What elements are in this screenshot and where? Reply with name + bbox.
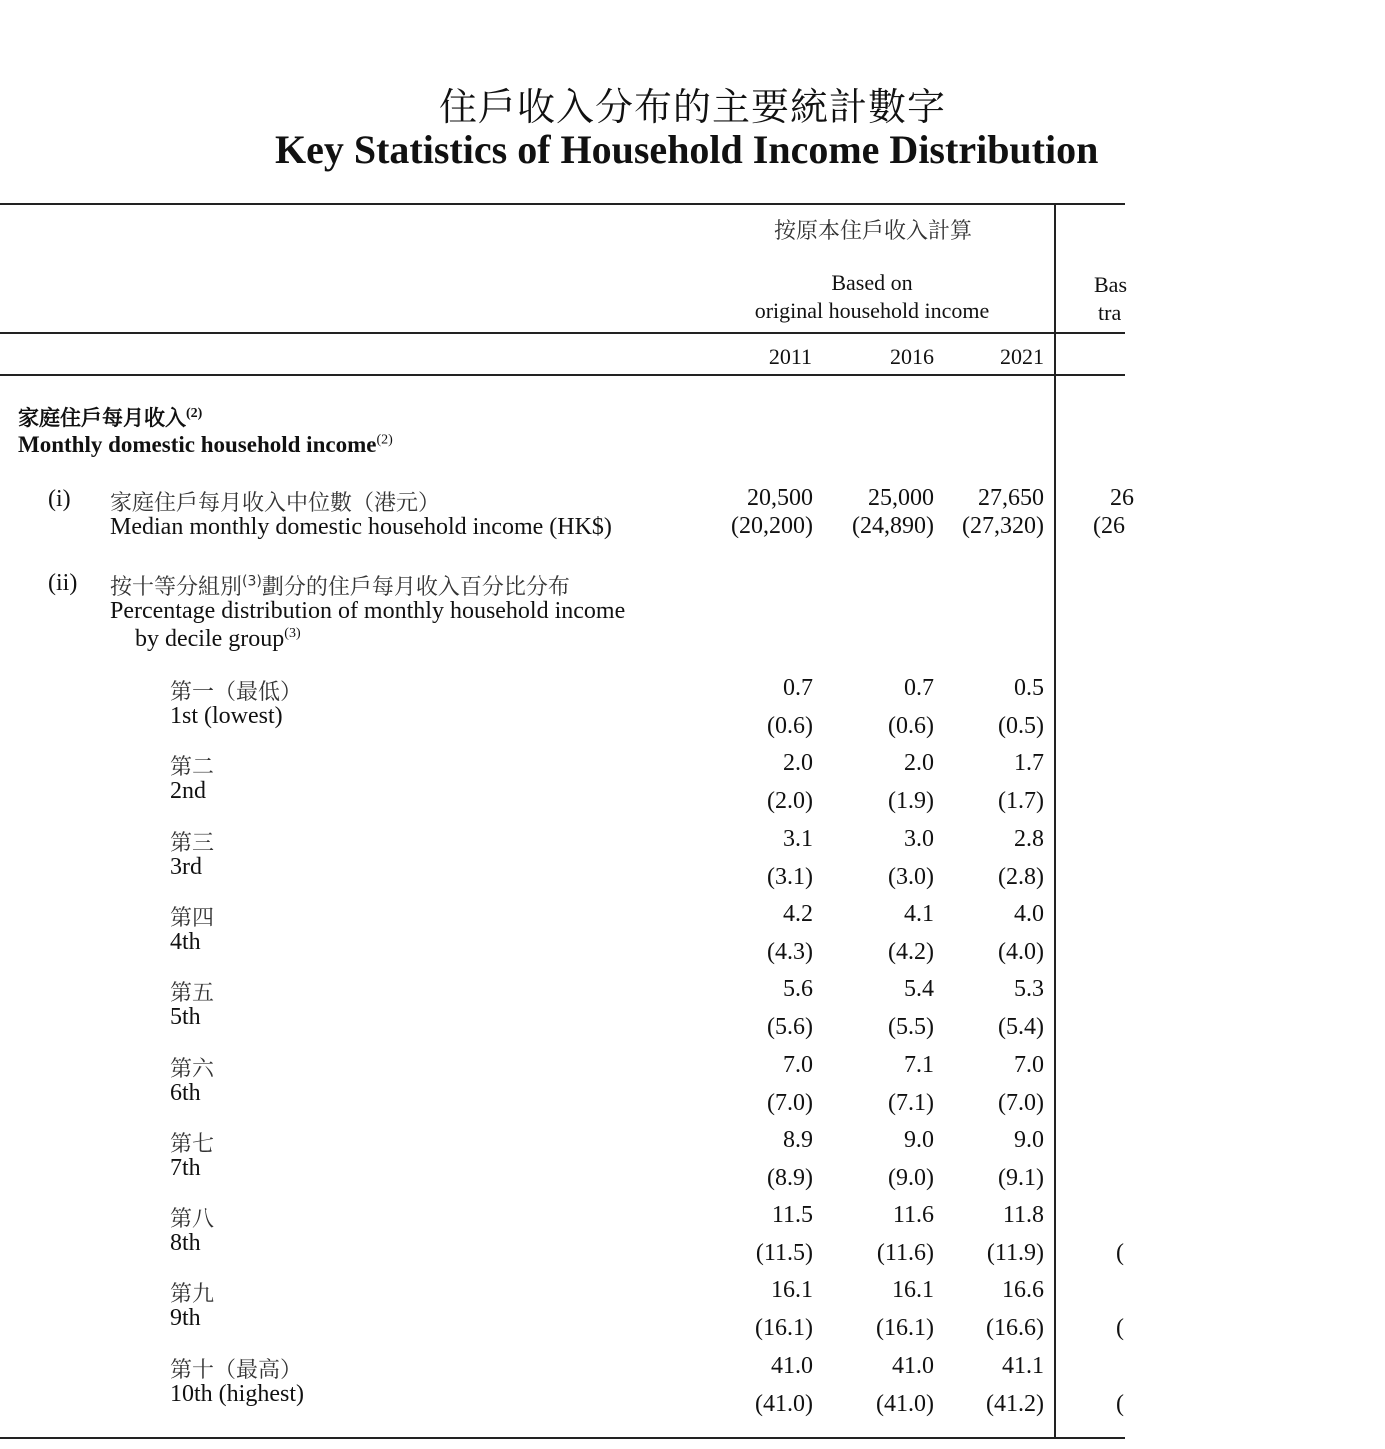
group-header-en-line2: original household income — [754, 298, 990, 323]
decile-value-paren-2021: (1.7) — [998, 788, 1044, 814]
decile-next-col-paren: ( — [1116, 1315, 1124, 1341]
item-ii-note-zh: (3) — [242, 573, 262, 590]
decile-value-2011: 0.7 — [783, 675, 813, 701]
decile-value-paren-2011: (41.0) — [755, 1391, 813, 1417]
decile-value-paren-2021: (2.8) — [998, 864, 1044, 890]
decile-value-2016: 2.0 — [904, 750, 934, 776]
decile-label-en: 2nd — [170, 778, 206, 804]
decile-value-2011: 7.0 — [783, 1052, 813, 1078]
decile-label-zh: 第七 — [170, 1132, 215, 1157]
year-header-2011: 2011 — [768, 344, 812, 369]
decile-label-en: 5th — [170, 1004, 201, 1030]
decile-value-paren-2016: (1.9) — [888, 788, 934, 814]
column-group-divider — [1054, 204, 1056, 1437]
section-heading-en — [18, 432, 393, 458]
item-ii-label-zh — [110, 570, 570, 601]
decile-label-zh: 第九 — [170, 1282, 215, 1307]
item-ii-label-en-line1: Percentage distribution of monthly household income — [110, 598, 626, 624]
decile-label-en: 10th (highest) — [170, 1381, 304, 1407]
decile-next-col-paren: ( — [1116, 1240, 1124, 1266]
section-note-en: (2) — [376, 432, 393, 448]
decile-value-paren-2016: (5.5) — [888, 1014, 934, 1040]
decile-value-2021: 16.6 — [1002, 1277, 1044, 1303]
decile-value-paren-2011: (5.6) — [767, 1014, 813, 1040]
median-next-col: 26 — [1110, 485, 1134, 511]
decile-label-en: 8th — [170, 1230, 201, 1256]
decile-value-paren-2021: (4.0) — [998, 939, 1044, 965]
item-ii-label-en-line2 — [135, 626, 301, 653]
section-note-zh: (2) — [186, 406, 203, 421]
decile-label-en: 6th — [170, 1080, 201, 1106]
decile-value-2021: 1.7 — [1014, 750, 1044, 776]
decile-value-2011: 5.6 — [783, 976, 813, 1002]
median-2021: 27,650 — [978, 485, 1044, 511]
decile-value-paren-2021: (11.9) — [986, 1240, 1044, 1266]
item-i-label-en: Median monthly domestic household income (HK$) — [110, 514, 612, 540]
decile-value-2021: 0.5 — [1014, 675, 1044, 701]
year-header-2021: 2021 — [1000, 344, 1044, 369]
decile-value-paren-2016: (0.6) — [888, 713, 934, 739]
page-title-en: Key Statistics of Household Income Distribution — [275, 127, 1099, 172]
decile-value-2021: 9.0 — [1014, 1127, 1044, 1153]
section-heading-zh — [18, 402, 202, 432]
decile-value-paren-2021: (41.2) — [986, 1391, 1044, 1417]
decile-value-paren-2021: (0.5) — [998, 713, 1044, 739]
median-2011-paren: (20,200) — [731, 513, 813, 539]
item-ii-label-zh-b: 劃分的住戶每月收入百分比分布 — [261, 575, 570, 600]
decile-value-paren-2011: (0.6) — [767, 713, 813, 739]
decile-label-zh: 第三 — [170, 831, 215, 856]
decile-label-zh: 第六 — [170, 1057, 215, 1082]
decile-value-2021: 4.0 — [1014, 901, 1044, 927]
decile-value-paren-2011: (16.1) — [755, 1315, 813, 1341]
decile-label-en: 9th — [170, 1305, 201, 1331]
median-next-col-paren: (26 — [1093, 513, 1125, 539]
decile-value-paren-2011: (11.5) — [755, 1240, 813, 1266]
median-2016: 25,000 — [868, 485, 934, 511]
item-ii-label-zh-a: 按十等分組別 — [110, 575, 243, 600]
decile-label-zh: 第十（最高） — [170, 1358, 303, 1383]
item-ii-marker: (ii) — [48, 570, 78, 596]
decile-value-paren-2011: (4.3) — [767, 939, 813, 965]
decile-value-2016: 5.4 — [904, 976, 934, 1002]
decile-value-paren-2021: (16.6) — [986, 1315, 1044, 1341]
decile-value-2016: 11.6 — [892, 1202, 934, 1228]
decile-value-paren-2016: (41.0) — [876, 1391, 934, 1417]
decile-value-paren-2011: (3.1) — [767, 864, 813, 890]
table-bottom-rule — [0, 1437, 1125, 1439]
decile-value-2016: 0.7 — [904, 675, 934, 701]
next-group-header-line1: Bas — [1094, 272, 1127, 297]
decile-label-zh: 第四 — [170, 906, 215, 931]
item-i-marker: (i) — [48, 486, 71, 512]
median-2016-paren: (24,890) — [852, 513, 934, 539]
decile-label-zh: 第二 — [170, 755, 215, 780]
item-i-label-zh: 家庭住戶每月收入中位數（港元） — [110, 491, 441, 516]
decile-value-2011: 41.0 — [771, 1353, 813, 1379]
decile-value-paren-2021: (5.4) — [998, 1014, 1044, 1040]
year-header-2016: 2016 — [890, 344, 934, 369]
decile-label-en: 4th — [170, 929, 201, 955]
median-2011: 20,500 — [747, 485, 813, 511]
decile-label-en: 3rd — [170, 854, 202, 880]
next-group-header-line2: tra — [1098, 300, 1122, 325]
year-header-rule — [0, 374, 1125, 376]
decile-value-2021: 5.3 — [1014, 976, 1044, 1002]
decile-value-paren-2021: (9.1) — [998, 1165, 1044, 1191]
decile-label-zh: 第八 — [170, 1207, 215, 1232]
decile-value-paren-2016: (11.6) — [876, 1240, 934, 1266]
group-header-zh: 按原本住戶收入計算 — [774, 219, 973, 244]
group-header-en-line1: Based on — [831, 270, 913, 295]
decile-label-en: 7th — [170, 1155, 201, 1181]
decile-value-2011: 16.1 — [771, 1277, 813, 1303]
decile-value-2011: 3.1 — [783, 826, 813, 852]
decile-next-col-paren: ( — [1116, 1391, 1124, 1417]
page-title-zh: 住戶收入分布的主要統計數字 — [438, 85, 946, 129]
decile-value-paren-2016: (4.2) — [888, 939, 934, 965]
decile-value-2016: 9.0 — [904, 1127, 934, 1153]
section-heading-en-text: Monthly domestic household income — [18, 432, 377, 457]
decile-value-paren-2016: (3.0) — [888, 864, 934, 890]
decile-value-2011: 2.0 — [783, 750, 813, 776]
decile-value-paren-2011: (2.0) — [767, 788, 813, 814]
median-2021-paren: (27,320) — [962, 513, 1044, 539]
decile-value-2016: 41.0 — [892, 1353, 934, 1379]
decile-value-2016: 16.1 — [892, 1277, 934, 1303]
decile-value-paren-2021: (7.0) — [998, 1090, 1044, 1116]
decile-value-2011: 11.5 — [771, 1202, 813, 1228]
decile-value-paren-2016: (9.0) — [888, 1165, 934, 1191]
decile-value-2016: 4.1 — [904, 901, 934, 927]
item-ii-note-en: (3) — [284, 626, 301, 641]
decile-label-zh: 第五 — [170, 981, 215, 1006]
decile-value-paren-2016: (7.1) — [888, 1090, 934, 1116]
decile-value-2011: 8.9 — [783, 1127, 813, 1153]
decile-label-zh: 第一（最低） — [170, 680, 303, 705]
decile-value-2021: 41.1 — [1002, 1353, 1044, 1379]
decile-value-2016: 7.1 — [904, 1052, 934, 1078]
decile-value-2021: 11.8 — [1002, 1202, 1044, 1228]
decile-value-paren-2016: (16.1) — [876, 1315, 934, 1341]
item-ii-label-en-line2-text: by decile group — [135, 626, 285, 652]
decile-value-2016: 3.0 — [904, 826, 934, 852]
decile-value-2021: 7.0 — [1014, 1052, 1044, 1078]
decile-value-2021: 2.8 — [1014, 826, 1044, 852]
decile-label-en: 1st (lowest) — [170, 703, 283, 729]
decile-value-paren-2011: (8.9) — [767, 1165, 813, 1191]
decile-value-2011: 4.2 — [783, 901, 813, 927]
section-heading-zh-text: 家庭住戶每月收入 — [18, 406, 186, 430]
table-top-rule — [0, 203, 1125, 205]
header-rule — [0, 332, 1125, 334]
decile-value-paren-2011: (7.0) — [767, 1090, 813, 1116]
